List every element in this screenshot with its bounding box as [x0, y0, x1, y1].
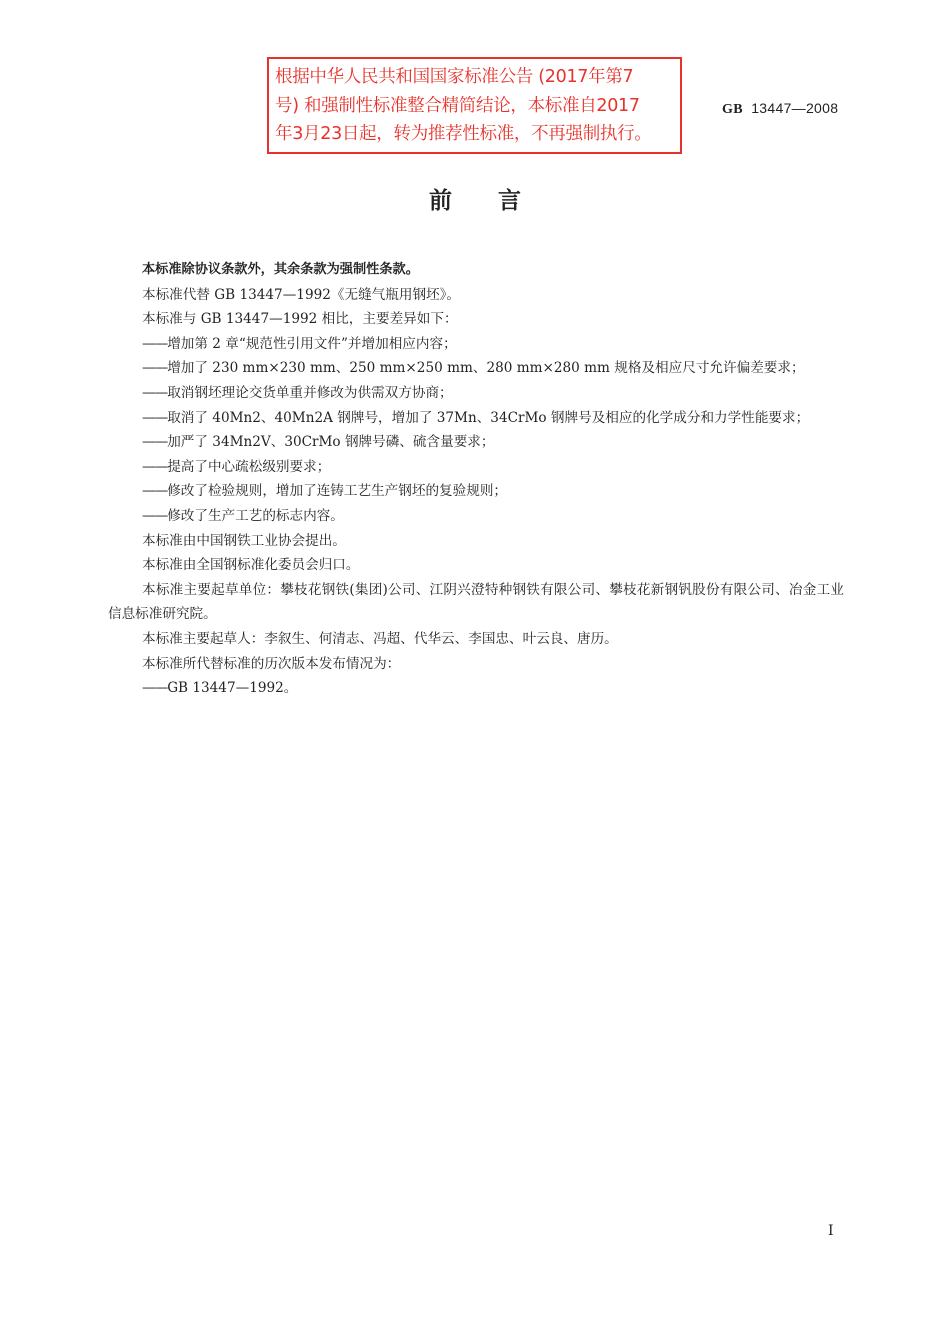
dash-mark: ——: [142, 458, 168, 475]
paragraph-replaces: 本标准代替 GB 13447—1992《无缝气瓶用钢坯》。: [142, 286, 461, 303]
standard-number: [722, 100, 838, 118]
difference-item: [108, 430, 844, 455]
dash-mark: ——: [142, 384, 168, 401]
difference-item: [108, 479, 844, 504]
notice-line-1: 根据中华人民共和国国家标准公告 (2017年第7: [275, 67, 634, 87]
difference-item: [108, 406, 844, 431]
difference-text: 修改了生产工艺的标志内容。: [167, 507, 344, 524]
difference-item: [108, 455, 844, 480]
dash-mark: ——: [142, 335, 168, 352]
difference-item: [108, 356, 844, 381]
foreword-body: [108, 258, 844, 701]
paragraph-mandatory-clauses: 本标准除协议条款外，其余条款为强制性条款。: [142, 262, 419, 277]
paragraph-drafters: 本标准主要起草人：李叙生、何清志、冯超、代华云、李国忠、叶云良、唐历。: [142, 630, 618, 647]
difference-text: 增加了 230 mm×230 mm、250 mm×250 mm、280 mm×280 mm 规格及相应尺寸允许偏差要求；: [167, 360, 805, 377]
page-title: 前言: [429, 188, 567, 214]
paragraph-administered-by: 本标准由全国钢标准化委员会归口。: [142, 557, 360, 574]
difference-item: [108, 332, 844, 357]
dash-mark: ——: [142, 483, 168, 500]
dash-mark: ——: [142, 360, 168, 377]
difference-text: 增加第 2 章“规范性引用文件”并增加相应内容；: [167, 335, 457, 352]
difference-text: 加严了 34Mn2V、30CrMo 钢牌号磷、硫含量要求；: [167, 434, 495, 451]
previous-edition-text: GB 13447—1992。: [167, 680, 298, 697]
notice-line-2: 号) 和强制性标准整合精简结论，本标准自2017: [275, 95, 640, 116]
dash-mark: ——: [142, 507, 168, 524]
difference-text: 修改了检验规则，增加了连铸工艺生产钢坯的复验规则；: [167, 483, 508, 500]
paragraph-proposed-by: 本标准由中国钢铁工业协会提出。: [142, 532, 346, 549]
dash-mark: ——: [142, 434, 168, 451]
difference-item: [108, 381, 844, 406]
paragraph-differences-intro: 本标准与 GB 13447—1992 相比，主要差异如下：: [142, 311, 458, 328]
standard-code: 13447—2008: [751, 100, 839, 116]
difference-item: [108, 504, 844, 529]
paragraph-drafting-units: 本标准主要起草单位：攀枝花钢铁(集团)公司、江阴兴澄特种钢铁有限公司、攀枝花新钢钒股份有限公司、冶金工业信息标准研究院。: [108, 581, 844, 623]
mandatory-status-notice: [267, 57, 682, 154]
difference-text: 提高了中心疏松级别要求；: [167, 458, 331, 475]
previous-edition-item: [108, 676, 844, 701]
dash-mark: ——: [142, 680, 168, 697]
difference-text: 取消钢坯理论交货单重并修改为供需双方协商；: [167, 384, 453, 401]
dash-mark: ——: [142, 409, 168, 426]
page-number: I: [828, 1223, 834, 1239]
difference-text: 取消了 40Mn2、40Mn2A 钢牌号，增加了 37Mn、34CrMo 钢牌号及相应的化学成分和力学性能要求；: [167, 409, 810, 426]
notice-line-3: 年3月23日起，转为推荐性标准，不再强制执行。: [275, 124, 652, 144]
standard-prefix: GB: [722, 102, 743, 117]
paragraph-previous-editions: 本标准所代替标准的历次版本发布情况为：: [142, 655, 401, 672]
